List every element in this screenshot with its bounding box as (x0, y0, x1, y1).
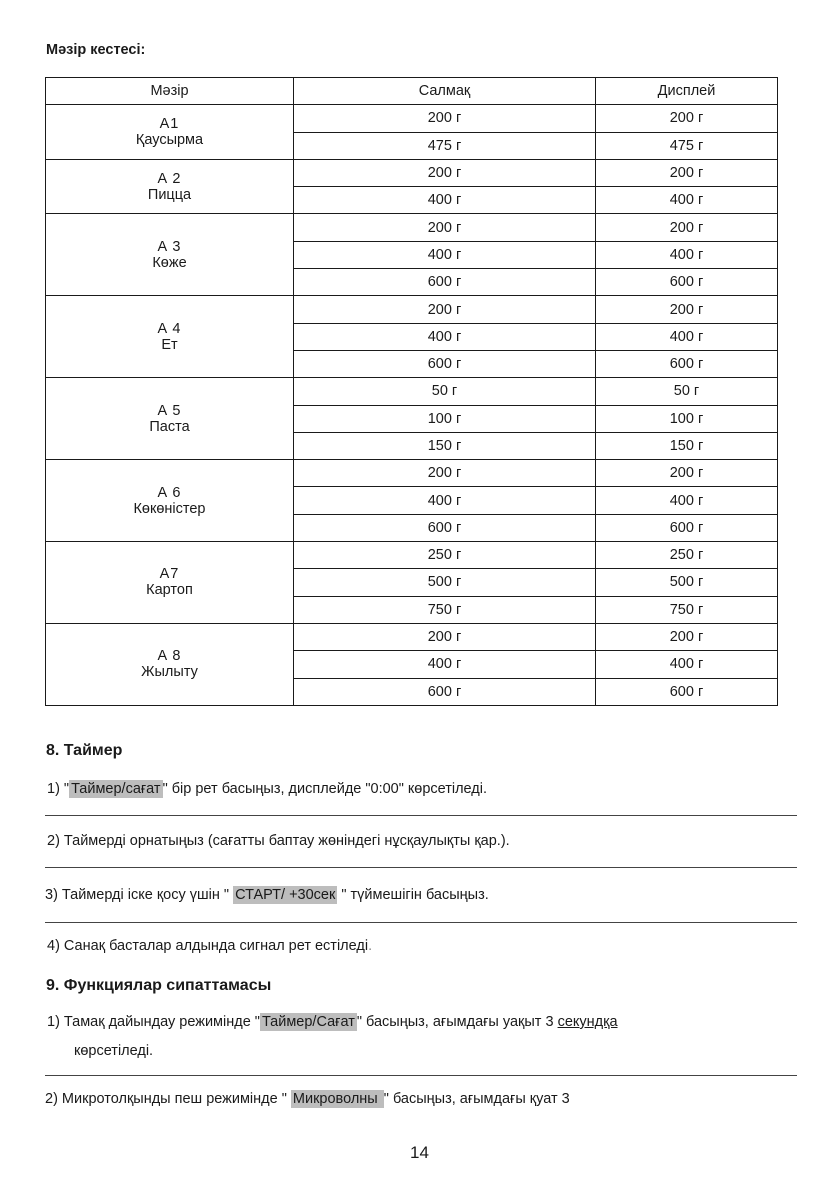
weight-cell: 600 г (294, 350, 596, 377)
menu-program-cell (46, 542, 294, 624)
function-step-1-underlined: секундқа (557, 1014, 618, 1030)
program-name: Картоп (146, 582, 193, 599)
display-cell: 600 г (596, 678, 778, 705)
table-row (46, 296, 778, 323)
section-9-title: 9. Функциялар сипаттамасы (46, 977, 272, 994)
program-code: A 5 (157, 402, 182, 419)
program-code: A 2 (157, 170, 182, 187)
menu-program-cell (46, 460, 294, 542)
timer-step-3-prefix: 3) Таймерді іске қосу үшін " (45, 887, 234, 903)
start-button-label: СТАРТ/ +30сек (235, 887, 336, 903)
program-code: A7 (159, 566, 180, 583)
display-cell: 200 г (596, 296, 778, 323)
menu-program-cell (46, 296, 294, 378)
weight-cell: 600 г (294, 678, 596, 705)
display-cell: 400 г (596, 241, 778, 268)
display-cell: 200 г (596, 460, 778, 487)
weight-cell: 100 г (294, 405, 596, 432)
function-step-1-middle: " басыңыз, ағымдағы уақыт 3 (356, 1014, 558, 1030)
display-cell: 100 г (596, 405, 778, 432)
display-cell: 400 г (596, 487, 778, 514)
weight-cell: 750 г (294, 596, 596, 623)
display-cell: 50 г (596, 378, 778, 405)
table-row (46, 623, 778, 650)
section-8-title: 8. Таймер (46, 742, 123, 759)
program-code: A 4 (157, 320, 182, 337)
display-cell: 500 г (596, 569, 778, 596)
display-cell: 400 г (596, 651, 778, 678)
weight-cell: 150 г (294, 432, 596, 459)
weight-cell: 200 г (294, 296, 596, 323)
timer-step-4-end: . (368, 938, 373, 954)
timer-step-1-suffix: " бір рет басыңыз, дисплейде "0:00" көрсетіледі. (162, 781, 488, 797)
menu-program-cell (46, 105, 294, 160)
divider (45, 815, 797, 816)
weight-cell: 400 г (294, 323, 596, 350)
table-row (46, 159, 778, 186)
function-step-1-prefix: 1) Тамақ дайындау режимінде " (47, 1014, 260, 1030)
header-menu: Мәзір (46, 78, 294, 105)
display-cell: 750 г (596, 596, 778, 623)
menu-program-cell (46, 378, 294, 460)
timer-step-4 (47, 938, 372, 954)
menu-program-cell (46, 214, 294, 296)
weight-cell: 200 г (294, 623, 596, 650)
divider (45, 867, 797, 868)
function-step-2-prefix: 2) Микротолқынды пеш режимінде " (45, 1091, 291, 1107)
table-row (46, 542, 778, 569)
program-name: Паста (149, 418, 190, 435)
function-step-1 (47, 1014, 618, 1030)
display-cell: 200 г (596, 623, 778, 650)
display-cell: 250 г (596, 542, 778, 569)
weight-cell: 400 г (294, 651, 596, 678)
program-name: Пицца (147, 186, 192, 203)
timer-step-3-suffix: " түймешігін басыңыз. (337, 887, 489, 903)
program-code: A1 (159, 116, 180, 133)
program-name: Көже (152, 254, 187, 271)
weight-cell: 400 г (294, 487, 596, 514)
program-code: A 6 (157, 484, 182, 501)
menu-program-cell (46, 623, 294, 705)
table-row (46, 378, 778, 405)
display-cell: 600 г (596, 514, 778, 541)
weight-cell: 200 г (294, 105, 596, 132)
microwave-button-label: Микроволны (292, 1091, 382, 1107)
divider (45, 922, 797, 923)
weight-cell: 400 г (294, 241, 596, 268)
header-display: Дисплей (596, 78, 778, 105)
display-cell: 475 г (596, 132, 778, 159)
display-cell: 600 г (596, 269, 778, 296)
timer-clock-button-label: Таймер/сағат (71, 781, 161, 797)
timer-clock-button-label: Таймер/Сағат (261, 1014, 355, 1030)
display-cell: 200 г (596, 214, 778, 241)
divider (45, 1075, 797, 1076)
weight-cell: 475 г (294, 132, 596, 159)
timer-step-2: 2) Таймерді орнатыңыз (сағатты баптау жөніндегі нұсқаулықты қар.). (47, 833, 510, 849)
function-step-2-suffix: " басыңыз, ағымдағы қуат 3 (383, 1091, 570, 1107)
function-step-2 (45, 1091, 570, 1107)
program-code: A 3 (157, 238, 182, 255)
display-cell: 200 г (596, 105, 778, 132)
timer-step-3 (45, 887, 489, 903)
program-name: Қаусырма (135, 132, 204, 149)
menu-table (45, 77, 778, 706)
program-code: A 8 (157, 648, 182, 665)
timer-step-1 (47, 781, 487, 797)
menu-table-title: Мәзір кестесі: (46, 42, 146, 58)
table-row (46, 214, 778, 241)
weight-cell: 500 г (294, 569, 596, 596)
weight-cell: 600 г (294, 514, 596, 541)
weight-cell: 50 г (294, 378, 596, 405)
display-cell: 150 г (596, 432, 778, 459)
weight-cell: 200 г (294, 214, 596, 241)
header-weight: Салмақ (294, 78, 596, 105)
timer-step-1-prefix: 1) " (47, 781, 70, 797)
function-step-1-line2: көрсетіледі. (74, 1043, 154, 1059)
program-name: Жылыту (141, 664, 198, 681)
display-cell: 200 г (596, 159, 778, 186)
weight-cell: 200 г (294, 460, 596, 487)
table-row (46, 460, 778, 487)
weight-cell: 600 г (294, 269, 596, 296)
program-name: Көкөністер (133, 500, 206, 517)
page-number: 14 (410, 1143, 429, 1162)
table-row (46, 105, 778, 132)
display-cell: 600 г (596, 350, 778, 377)
weight-cell: 250 г (294, 542, 596, 569)
table-header-row (46, 78, 778, 105)
weight-cell: 400 г (294, 187, 596, 214)
program-name: Ет (161, 336, 178, 353)
menu-program-cell (46, 159, 294, 214)
weight-cell: 200 г (294, 159, 596, 186)
timer-step-4-text: 4) Санақ басталар алдында сигнал рет естіледі (47, 938, 369, 954)
display-cell: 400 г (596, 323, 778, 350)
display-cell: 400 г (596, 187, 778, 214)
